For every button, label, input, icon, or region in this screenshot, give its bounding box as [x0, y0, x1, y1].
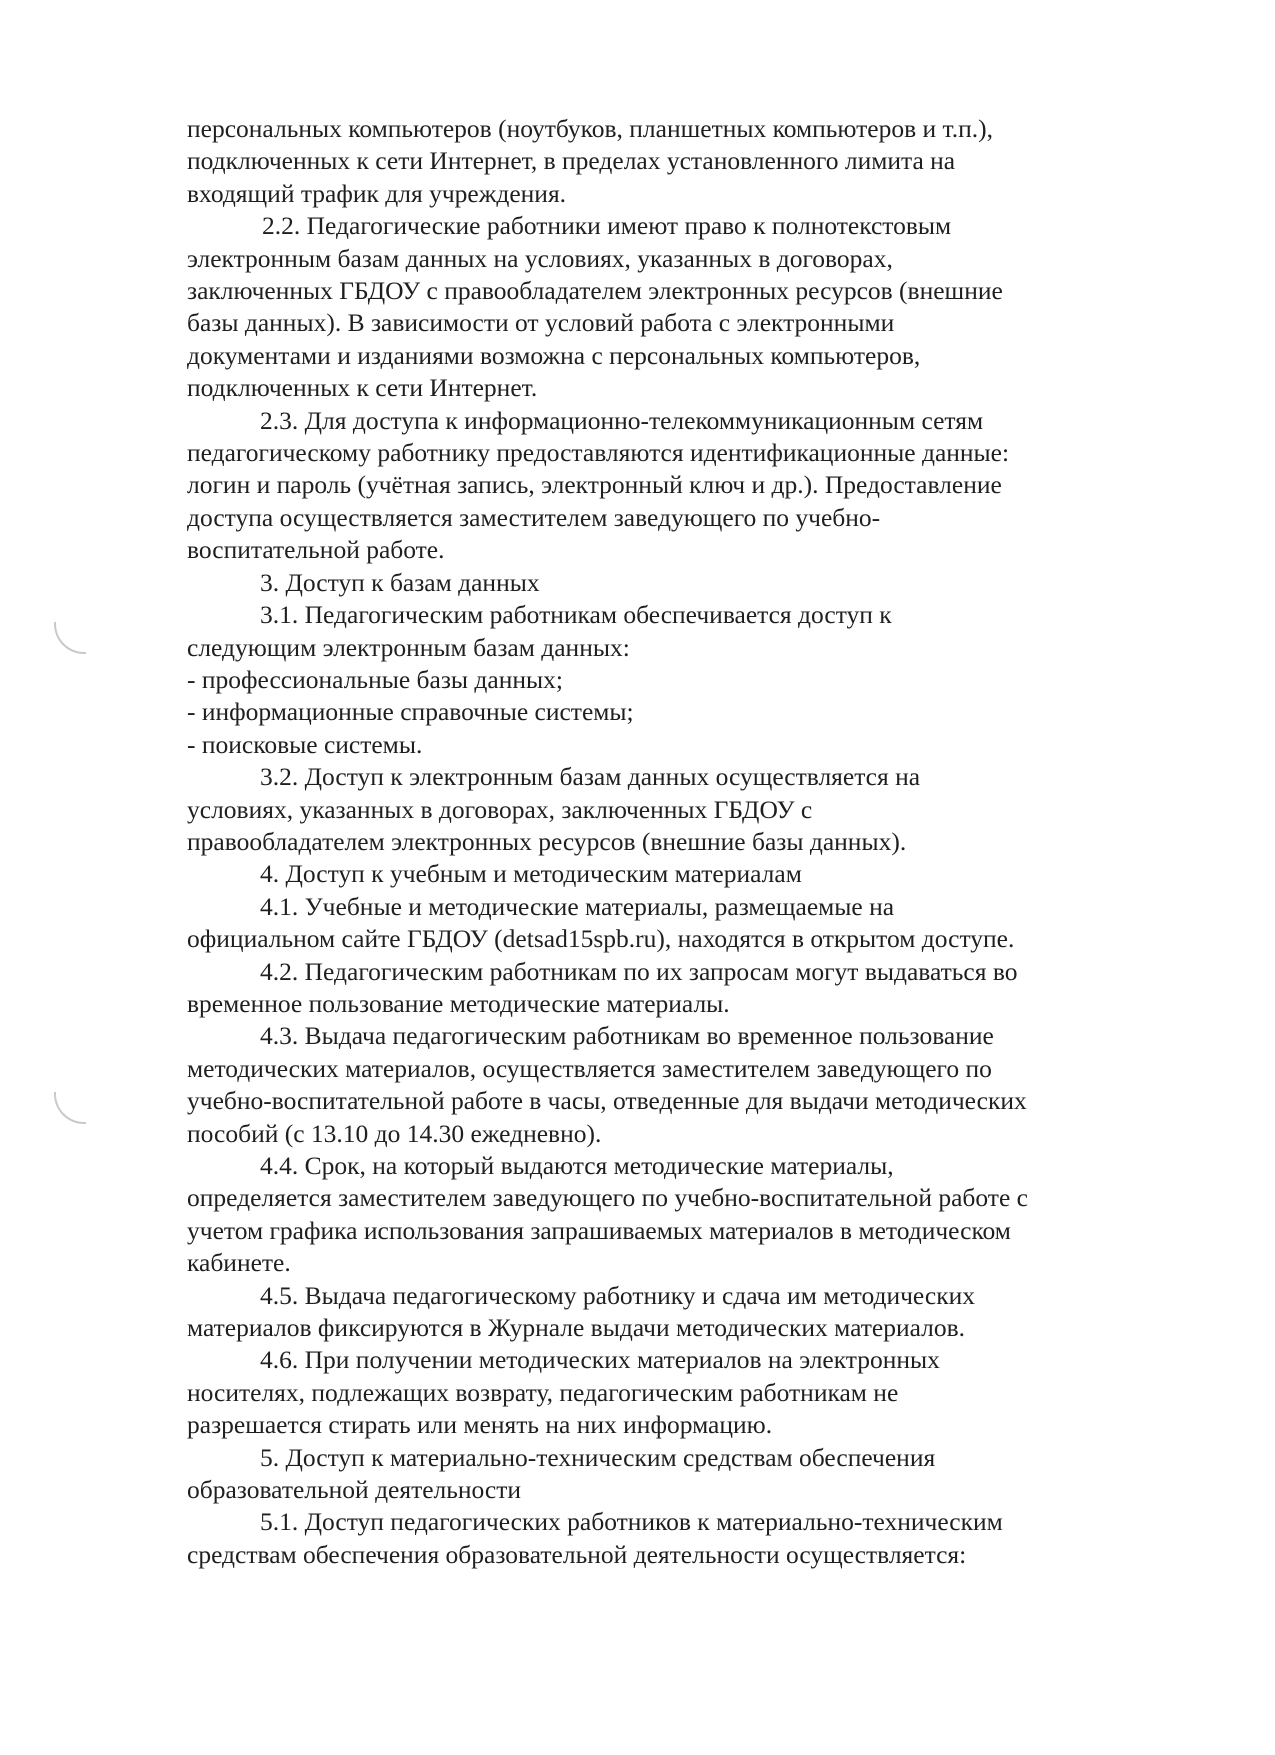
- text-line: пособий (с 13.10 до 14.30 ежедневно).: [187, 1118, 602, 1148]
- paragraph-start-line: 4.1. Учебные и методические материалы, размещаемые на: [260, 891, 895, 921]
- text-line: методических материалов, осуществляется заместителем заведующего по: [187, 1053, 992, 1083]
- list-item: - информационные справочные системы;: [187, 697, 634, 727]
- text-line: воспитательной работе.: [187, 535, 445, 565]
- text-line: доступа осуществляется заместителем заведующего по учебно-: [187, 502, 881, 532]
- section-heading: 4. Доступ к учебным и методическим материалам: [260, 859, 802, 889]
- list-item: - профессиональные базы данных;: [187, 664, 563, 694]
- paragraph-start-line: 2.2. Педагогические работники имеют право к полнотекстовым: [262, 211, 952, 241]
- text-line: заключенных ГБДОУ с правообладателем электронных ресурсов (внешние: [187, 276, 1003, 306]
- text-line: базы данных). В зависимости от условий работа с электронными: [187, 308, 895, 338]
- text-line: средствам обеспечения образовательной деятельности осуществляется:: [187, 1539, 967, 1569]
- text-line: условиях, указанных в договорах, заключенных ГБДОУ с: [187, 794, 813, 824]
- hole-punch-mark: [54, 1092, 86, 1124]
- text-line: официальном сайте ГБДОУ (detsad15spb.ru), находятся в открытом доступе.: [187, 924, 1015, 954]
- text-line: образовательной деятельности: [187, 1475, 522, 1505]
- paragraph-start-line: 4.4. Срок, на который выдаются методические материалы,: [260, 1151, 894, 1180]
- paragraph-start-line: 3.1. Педагогическим работникам обеспечивается доступ к: [260, 600, 892, 630]
- hole-punch-mark: [54, 622, 86, 654]
- text-line: педагогическому работнику предоставляются идентификационные данные:: [187, 438, 1010, 468]
- text-line: логин и пароль (учётная запись, электронный ключ и др.). Предоставление: [187, 470, 1002, 500]
- text-line: временное пользование методические материалы.: [187, 988, 730, 1018]
- text-line: документами и изданиями возможна с персональных компьютеров,: [187, 340, 921, 370]
- text-line: разрешается стирать или менять на них информацию.: [187, 1410, 773, 1440]
- section-heading: 5. Доступ к материально-техническим средствам обеспечения: [260, 1442, 936, 1472]
- text-line: подключенных к сети Интернет.: [187, 373, 538, 403]
- text-line: учетом графика использования запрашиваемых материалов в методическом: [187, 1215, 1011, 1245]
- text-line: учебно-воспитательной работе в часы, отведенные для выдачи методических: [187, 1086, 1027, 1116]
- section-heading: 3. Доступ к базам данных: [260, 567, 540, 597]
- paragraph-start-line: 4.3. Выдача педагогическим работникам во временное пользование: [260, 1021, 994, 1051]
- text-line: правообладателем электронных ресурсов (внешние базы данных).: [187, 826, 907, 856]
- text-line: носителях, подлежащих возврату, педагогическим работникам не: [187, 1377, 899, 1407]
- text-line: персональных компьютеров (ноутбуков, планшетных компьютеров и т.п.),: [187, 114, 994, 143]
- paragraph-start-line: 4.2. Педагогическим работникам по их запросам могут выдаваться во: [260, 956, 1018, 986]
- document-text: [187, 113, 1187, 1571]
- paragraph-start-line: 2.3. Для доступа к информационно-телекоммуникационным сетям: [260, 405, 984, 435]
- list-item: - поисковые системы.: [187, 729, 423, 759]
- paragraph-start-line: 5.1. Доступ педагогических работников к материально-техническим: [260, 1507, 1003, 1537]
- paragraph-start-line: 3.2. Доступ к электронным базам данных осуществляется на: [260, 762, 921, 792]
- text-line: следующим электронным базам данных:: [187, 632, 630, 662]
- text-line: кабинете.: [187, 1248, 291, 1278]
- text-line: подключенных к сети Интернет, в пределах установленного лимита на: [187, 146, 956, 176]
- text-line: материалов фиксируются в Журнале выдачи методических материалов.: [187, 1313, 966, 1343]
- paragraph-start-line: 4.5. Выдача педагогическому работнику и сдача им методических: [260, 1280, 975, 1310]
- text-line: электронным базам данных на условиях, указанных в договорах,: [187, 243, 893, 273]
- text-line: входящий трафик для учреждения.: [187, 178, 567, 208]
- paragraph-start-line: 4.6. При получении методических материалов на электронных: [260, 1345, 940, 1375]
- text-line: определяется заместителем заведующего по учебно-воспитательной работе с: [187, 1183, 1028, 1213]
